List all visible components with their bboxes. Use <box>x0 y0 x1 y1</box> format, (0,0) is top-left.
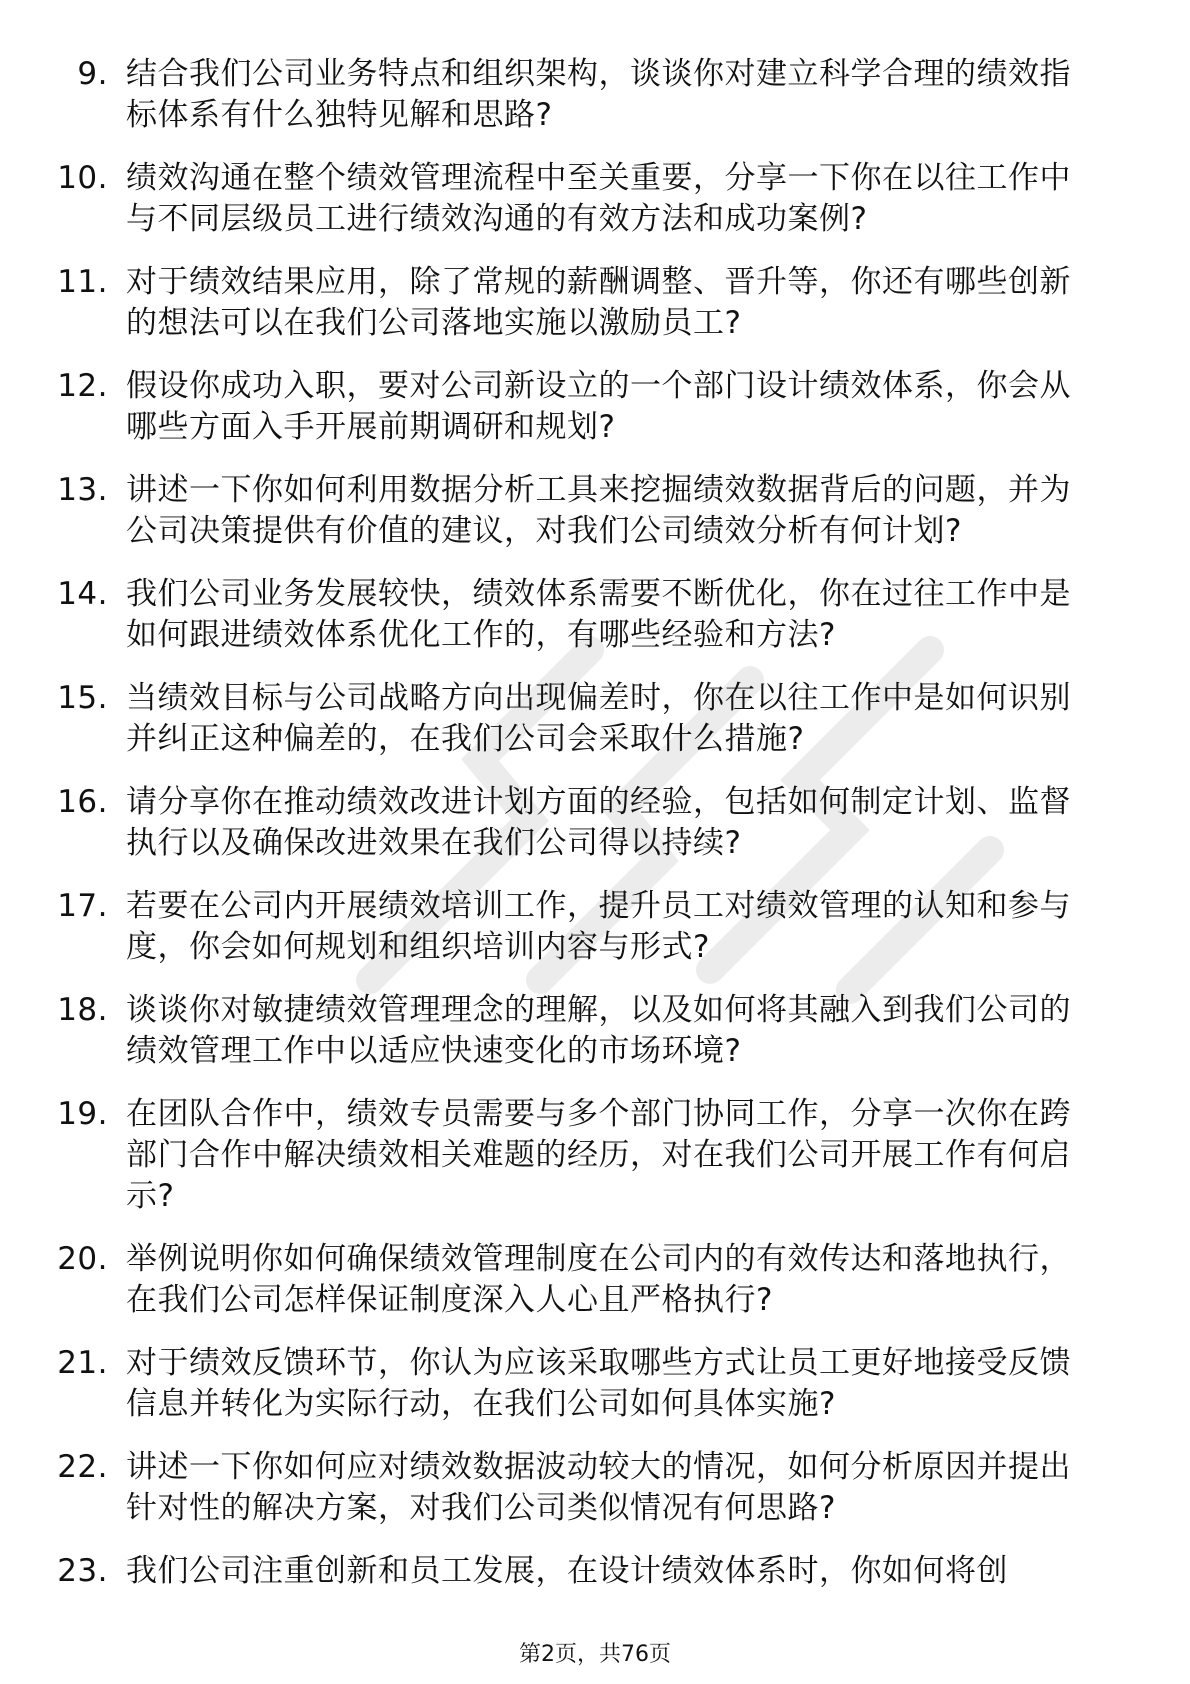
question-number: 19. <box>57 1096 108 1132</box>
question-number: 15. <box>57 680 108 716</box>
question-item <box>0 990 1190 1072</box>
question-number: 22. <box>57 1449 108 1485</box>
question-text: 若要在公司内开展绩效培训工作，提升员工对绩效管理的认知和参与度，你会如何规划和组织培训内容与形式? <box>126 888 1071 965</box>
question-number: 13. <box>57 472 108 508</box>
question-number: 21. <box>57 1345 108 1381</box>
question-text: 我们公司业务发展较快，绩效体系需要不断优化，你在过往工作中是如何跟进绩效体系优化工作的，有哪些经验和方法? <box>126 576 1071 653</box>
question-text: 讲述一下你如何利用数据分析工具来挖掘绩效数据背后的问题，并为公司决策提供有价值的建议，对我们公司绩效分析有何计划? <box>126 472 1071 549</box>
question-item <box>0 782 1190 864</box>
question-number: 18. <box>57 992 108 1028</box>
question-item <box>0 678 1190 760</box>
question-number: 12. <box>57 368 108 404</box>
question-item <box>0 366 1190 448</box>
question-number: 14. <box>57 576 108 612</box>
question-text: 谈谈你对敏捷绩效管理理念的理解，以及如何将其融入到我们公司的绩效管理工作中以适应快速变化的市场环境? <box>126 992 1071 1069</box>
question-item <box>0 886 1190 968</box>
question-text: 讲述一下你如何应对绩效数据波动较大的情况，如何分析原因并提出针对性的解决方案，对我们公司类似情况有何思路? <box>126 1449 1071 1526</box>
question-text: 绩效沟通在整个绩效管理流程中至关重要，分享一下你在以往工作中与不同层级员工进行绩效沟通的有效方法和成功案例? <box>126 160 1071 237</box>
question-text: 当绩效目标与公司战略方向出现偏差时，你在以往工作中是如何识别并纠正这种偏差的，在我们公司会采取什么措施? <box>126 680 1071 757</box>
question-item <box>0 1551 1190 1592</box>
question-item <box>0 1239 1190 1321</box>
question-item <box>0 470 1190 552</box>
page-footer <box>0 1641 1190 1669</box>
question-text: 结合我们公司业务特点和组织架构，谈谈你对建立科学合理的绩效指标体系有什么独特见解和思路? <box>126 56 1071 133</box>
question-text: 请分享你在推动绩效改进计划方面的经验，包括如何制定计划、监督执行以及确保改进效果在我们公司得以持续? <box>126 784 1071 861</box>
question-text: 假设你成功入职，要对公司新设立的一个部门设计绩效体系，你会从哪些方面入手开展前期调研和规划? <box>126 368 1071 445</box>
question-number: 9. <box>77 56 108 92</box>
question-item <box>0 574 1190 656</box>
question-text: 在团队合作中，绩效专员需要与多个部门协同工作，分享一次你在跨部门合作中解决绩效相关难题的经历，对在我们公司开展工作有何启示? <box>126 1096 1071 1214</box>
question-list <box>0 54 1190 1614</box>
question-text: 举例说明你如何确保绩效管理制度在公司内的有效传达和落地执行，在我们公司怎样保证制度深入人心且严格执行? <box>126 1241 1071 1318</box>
question-number: 16. <box>57 784 108 820</box>
page-number-label: 第2页，共76页 <box>519 1642 671 1667</box>
question-item <box>0 1094 1190 1217</box>
question-number: 17. <box>57 888 108 924</box>
question-item <box>0 1447 1190 1529</box>
question-number: 23. <box>57 1553 108 1589</box>
question-text: 对于绩效反馈环节，你认为应该采取哪些方式让员工更好地接受反馈信息并转化为实际行动，在我们公司如何具体实施? <box>126 1345 1071 1422</box>
question-text: 对于绩效结果应用，除了常规的薪酬调整、晋升等，你还有哪些创新的想法可以在我们公司落地实施以激励员工? <box>126 264 1071 341</box>
question-item <box>0 1343 1190 1425</box>
question-item <box>0 262 1190 344</box>
question-item <box>0 54 1190 136</box>
question-number: 10. <box>57 160 108 196</box>
question-item <box>0 158 1190 240</box>
question-number: 20. <box>57 1241 108 1277</box>
question-text: 我们公司注重创新和员工发展，在设计绩效体系时，你如何将创 <box>126 1553 1008 1589</box>
question-number: 11. <box>57 264 108 300</box>
